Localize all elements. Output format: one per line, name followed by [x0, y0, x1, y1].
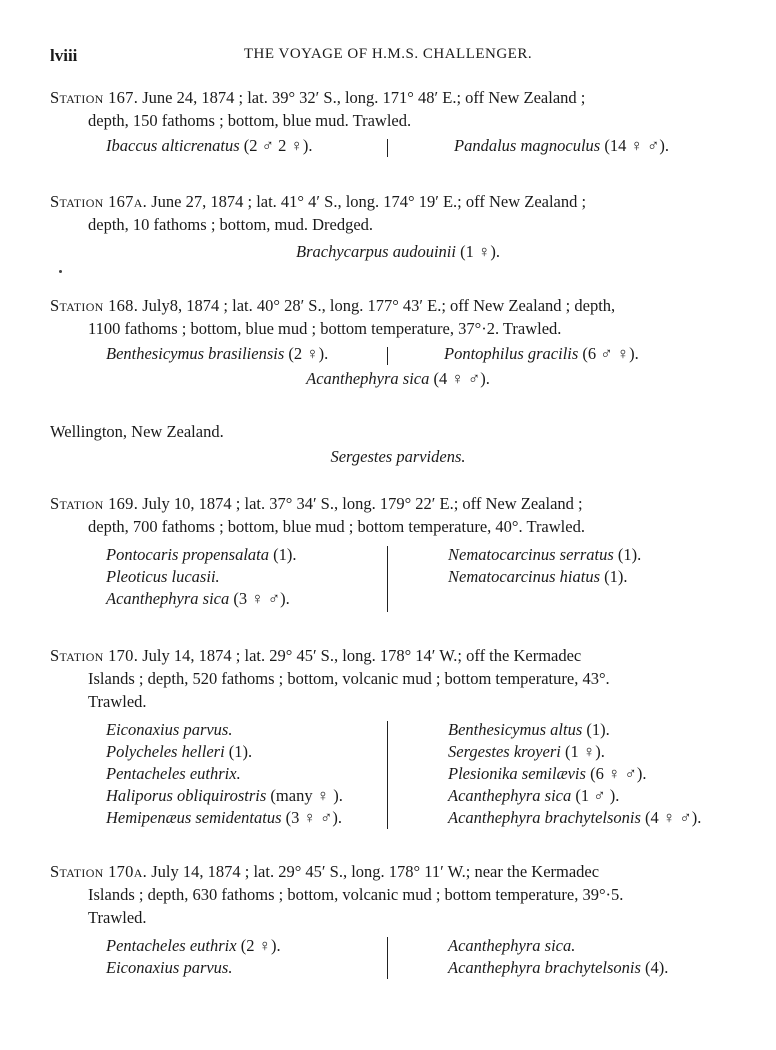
- station-167: [50, 86, 726, 159]
- species-entry: Hemipenæus semidentatus (3 ♀ ♂).: [106, 808, 343, 827]
- species-entry: Sergestes parvidens.: [330, 447, 466, 466]
- station-label: Station 167a.: [50, 192, 148, 211]
- species-entry: Eiconaxius parvus.: [106, 720, 233, 739]
- species-list-right: [448, 544, 641, 588]
- species-entry: Acanthephyra sica (4 ♀ ♂).: [306, 369, 490, 388]
- column-divider: [387, 546, 388, 612]
- species-entry: Haliporus obliquirostris (many ♀ ).: [106, 786, 343, 805]
- station-168-description: Station 168. July8, 1874 ; lat. 40° 28′ S., long. 177° 43′ E.; off New Zealand ; depth, 1100 fathoms ; bottom, blue mud ; bottom temperature, 37°·2. Trawled.: [50, 296, 616, 338]
- species-entry: Acanthephyra sica (3 ♀ ♂).: [106, 589, 290, 608]
- print-speck: [59, 270, 62, 273]
- station-167-description: Station 167. June 24, 1874 ; lat. 39° 32′ S., long. 171° 48′ E.; off New Zealand ; depth, 150 fathoms ; bottom, blue mud. Trawled.: [50, 88, 586, 130]
- station-170: [50, 644, 726, 831]
- page-number: lviii: [50, 46, 78, 65]
- station-167a: [50, 190, 726, 263]
- station-label: Station 168.: [50, 296, 139, 315]
- species-entry: Nematocarcinus serratus (1).: [448, 545, 642, 564]
- wellington-section: [50, 420, 726, 468]
- species-entry: Eiconaxius parvus.: [106, 958, 233, 977]
- species-entry: Pandalus magnoculus (14 ♀ ♂).: [454, 136, 669, 155]
- page-header: [50, 46, 726, 72]
- column-divider: [387, 139, 388, 157]
- species-row: [50, 136, 726, 159]
- station-label: Station 167.: [50, 88, 139, 107]
- running-title: THE VOYAGE OF H.M.S. CHALLENGER.: [243, 46, 533, 62]
- species-entry: Benthesicymus brasiliensis (2 ♀).: [106, 344, 329, 363]
- species-row: [50, 344, 726, 367]
- column-divider: [387, 347, 388, 365]
- station-169-description: Station 169. July 10, 1874 ; lat. 37° 34′ S., long. 179° 22′ E.; off New Zealand ; depth, 700 fathoms ; bottom, blue mud ; bottom temperature, 40°. Trawled.: [50, 494, 585, 536]
- station-169: [50, 492, 726, 614]
- station-170a: [50, 860, 726, 983]
- species-entry: Acanthephyra sica.: [448, 936, 576, 955]
- species-entry: Pontocaris propensalata (1).: [106, 545, 297, 564]
- station-label: Station 170.: [50, 646, 139, 665]
- species-entry: Pentacheles euthrix.: [106, 764, 241, 783]
- station-170-description: Station 170. July 14, 1874 ; lat. 29° 45′ S., long. 178° 14′ W.; off the Kermadec Islands ; depth, 520 fathoms ; bottom, volcanic mud ; bottom temperature, 43°. Trawled.: [50, 646, 610, 711]
- species-entry: Sergestes kroyeri (1 ♀).: [448, 742, 605, 761]
- species-entry: Nematocarcinus hiatus (1).: [448, 567, 628, 586]
- species-entry: Benthesicymus altus (1).: [448, 720, 610, 739]
- species-entry: Pleoticus lucasii.: [106, 567, 220, 586]
- station-168: [50, 294, 726, 390]
- species-list-left: [106, 935, 281, 979]
- species-entry: Polycheles helleri (1).: [106, 742, 253, 761]
- species-entry: Pentacheles euthrix (2 ♀).: [106, 936, 281, 955]
- species-list-right: [448, 719, 701, 829]
- species-entry: Plesionika semilævis (6 ♀ ♂).: [448, 764, 647, 783]
- column-divider: [387, 721, 388, 829]
- species-list-left: [106, 719, 343, 829]
- species-columns: [50, 935, 726, 983]
- locality-heading: Wellington, New Zealand.: [50, 422, 224, 441]
- station-label: Station 170a.: [50, 862, 148, 881]
- species-entry: Ibaccus alticrenatus (2 ♂ 2 ♀).: [106, 136, 313, 155]
- species-columns: [50, 719, 726, 831]
- species-entry: Acanthephyra brachytelsonis (4).: [448, 958, 669, 977]
- species-list-left: [106, 544, 297, 610]
- station-label: Station 169.: [50, 494, 139, 513]
- species-entry: Pontophilus gracilis (6 ♂ ♀).: [444, 344, 639, 363]
- station-170a-description: Station 170a. July 14, 1874 ; lat. 29° 45′ S., long. 178° 11′ W.; near the Kermadec Islands ; depth, 630 fathoms ; bottom, volcanic mud ; bottom temperature, 39°·5. Trawled.: [50, 862, 624, 927]
- column-divider: [387, 937, 388, 979]
- species-columns: [50, 544, 726, 614]
- species-entry: Acanthephyra brachytelsonis (4 ♀ ♂).: [448, 808, 702, 827]
- species-entry: Acanthephyra sica (1 ♂ ).: [448, 786, 620, 805]
- species-list-right: [448, 935, 668, 979]
- station-167a-description: Station 167a. June 27, 1874 ; lat. 41° 4′ S., long. 174° 19′ E.; off New Zealand ; depth, 10 fathoms ; bottom, mud. Dredged.: [50, 192, 587, 234]
- species-entry: Brachycarpus audouinii (1 ♀).: [296, 242, 500, 261]
